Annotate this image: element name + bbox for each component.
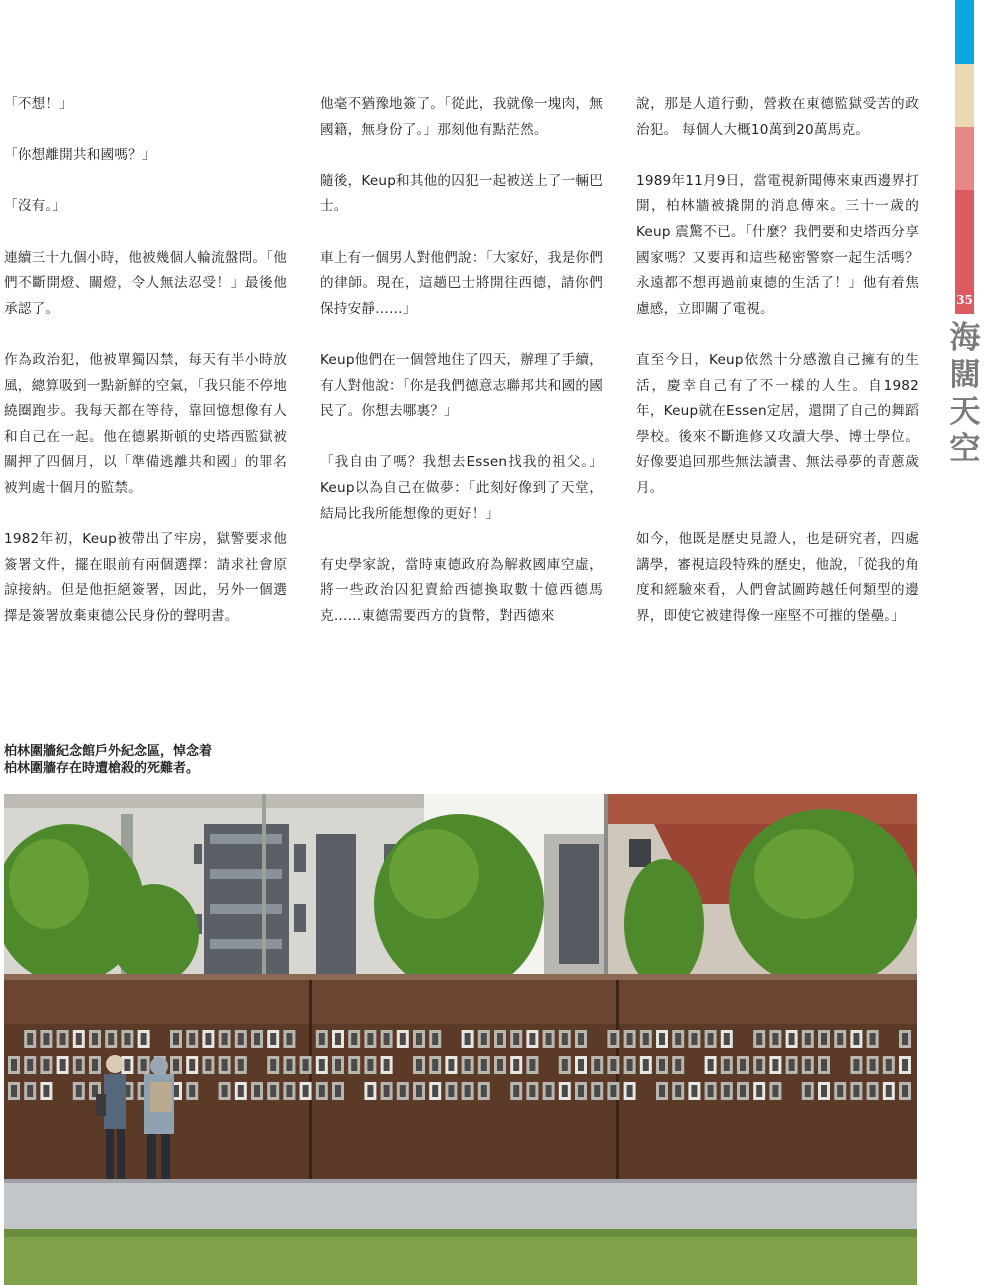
paragraph: 他毫不猶豫地簽了。「從此，我就像一塊肉，無國籍，無身份了。」那刻他有點茫然。: [320, 96, 603, 138]
paragraph: Keup他們在一個營地住了四天，辦理了手續，有人對他說：「你是我們德意志聯邦共和國的國民了。你想去哪裏？」: [320, 351, 603, 420]
caption-line: 柏林圍牆存在時遭槍殺的死難者。: [4, 761, 200, 776]
photo-caption: [4, 743, 404, 777]
caption-line: 柏林圍牆紀念館戶外紀念區，悼念着: [4, 744, 213, 759]
color-tab-beige: [955, 64, 974, 127]
paragraph: 車上有一個男人對他們說：「大家好，我是你們的律師。現在，這趟巴士將開往西德，請你們保持安靜……」: [320, 249, 603, 317]
color-tab-blue: [955, 0, 974, 64]
paragraph: 如今，他既是歷史見證人，也是研究者，四處講學，審視這段特殊的歷史，他說，「從我的角度和經驗來看，人們會試圖跨越任何類型的邊界，即使它被建得像一座堅不可摧的堡壘。」: [636, 531, 919, 624]
section-title-char: 空: [949, 431, 981, 467]
paragraph: 直至今日，Keup依然十分感激自己擁有的生活，慶幸自己有了不一樣的人生。自1982年，Keup就在Essen定居，還開了自己的舞蹈學校。後來不斷進修又攻讀大學、博士學位。好像要追回那些無法讀書、無法尋夢的青蔥歲月。: [636, 351, 919, 496]
paragraph: 作為政治犯，他被單獨囚禁，每天有半小時放風，總算吸到一點新鮮的空氣，「我只能不停地繞圈跑步。我每天都在等待，靠回憶想像有人和自己在一起。他在德累斯頓的史塔西監獄被關押了四個月，以「準備逃離共和國」的罪名被判處十個月的監禁。: [4, 351, 287, 496]
paragraph: 說，那是人道行動，營救在東德監獄受苦的政治犯。 每個人大概10萬到20萬馬克。: [636, 96, 919, 138]
section-title: [948, 320, 982, 468]
text-column-1: [4, 92, 287, 655]
color-tab-pink: [955, 127, 974, 190]
paragraph: 「你想離開共和國嗎？」: [4, 147, 156, 164]
section-title-char: 海: [949, 320, 981, 356]
paragraph: 有史學家說，當時東德政府為解救國庫空虛，將一些政治囚犯賣給西德換取數十億西德馬克……東德需要西方的貨幣，對西德來: [320, 556, 603, 624]
paragraph: 「我自由了嗎？我想去Essen找我的祖父。」Keup以為自己在做夢：「此刻好像到了天堂，結局比我所能想像的更好！」: [320, 454, 603, 522]
paragraph: 「不想！」: [4, 96, 73, 112]
section-title-char: 天: [949, 394, 981, 430]
paragraph: 隨後，Keup和其他的囚犯一起被送上了一輛巴士。: [320, 172, 603, 215]
paragraph: 連續三十九個小時，他被幾個人輪流盤問。「他們不斷開燈、關燈，令人無法忍受！」最後他承認了。: [4, 249, 287, 317]
text-column-2: [320, 92, 603, 655]
paragraph: 1982年初，Keup被帶出了牢房，獄警要求他簽署文件，擺在眼前有兩個選擇：請求社會原諒接納。但是他拒絕簽署，因此，另外一個選擇是簽署放棄東德公民身份的聲明書。: [4, 531, 287, 624]
text-column-3: [636, 92, 919, 655]
paragraph: 1989年11月9日，當電視新聞傳來東西邊界打開，柏林牆被撬開的消息傳來。三十一歲的Keup 震驚不已。「什麼？我們要和史塔西分享國家嗎？又要再和這些秘密警察一起生活嗎？永遠都不想再過前東德的生活了！」他有着焦慮感，立即關了電視。: [636, 172, 919, 317]
page-number: 35: [956, 293, 973, 307]
memorial-photo: [4, 794, 917, 1285]
paragraph: 「沒有。」: [4, 198, 67, 215]
section-title-char: 闊: [949, 357, 981, 393]
